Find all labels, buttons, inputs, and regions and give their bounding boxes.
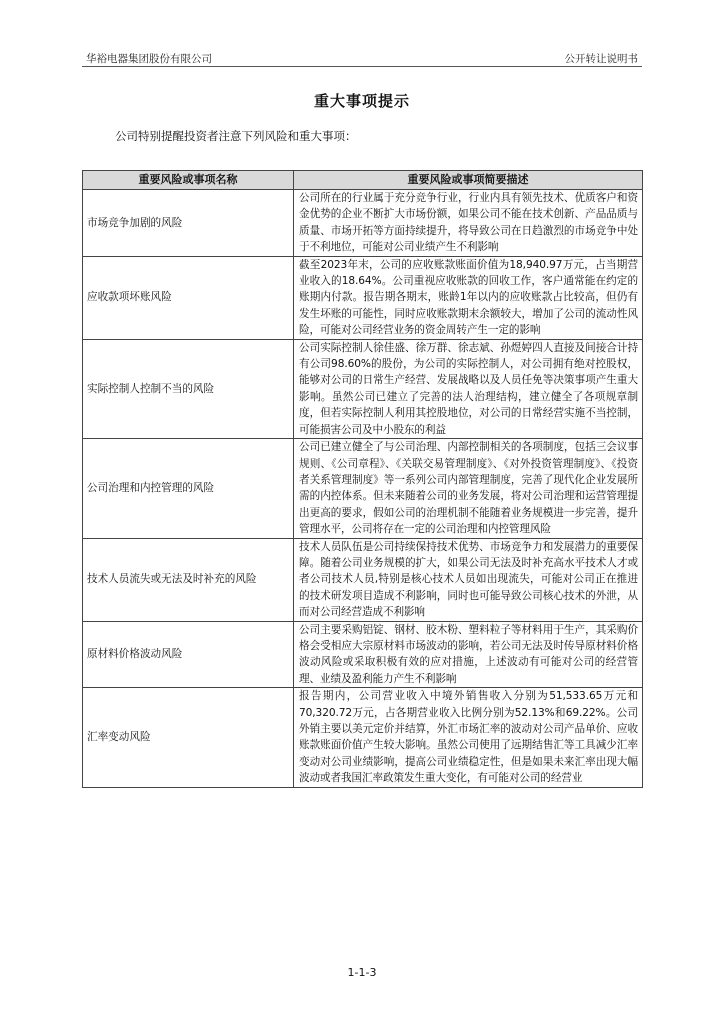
table-row (83, 538, 643, 621)
intro-text: 公司特别提醒投资者注意下列风险和重大事项： (115, 129, 357, 143)
table-row (83, 256, 643, 339)
page-header (82, 48, 642, 67)
risk-description: 截至2023年末，公司的应收账款账面价值为18,940.97万元，占当期营业收入的18.64%。公司重视应收账款的回收工作，客户通常能在约定的账期内付款。报告期各期末，账龄1年以内的应收账款占比较高，但仍有发生坏账的可能性，同时应收账款期末余额较大，增加了公司的流动性风险，可能对公司经营业务的资金周转产生一定的影响 (294, 256, 643, 339)
table-header-row (83, 171, 643, 190)
risk-name: 汇率变动风险 (83, 688, 294, 787)
risk-name: 实际控制人控制不当的风险 (83, 339, 294, 438)
risk-description: 报告期内，公司营业收入中境外销售收入分别为51,533.65万元和70,320.72万元，占各期营业收入比例分别为52.13%和69.22%。公司外销主要以美元定价并结算，外汇市场汇率的波动对公司产品单价、应收账款账面价值产生较大影响。虽然公司使用了远期结售汇等工具减少汇率变动对公司业绩影响，提高公司业绩稳定性，但是如果未来汇率出现大幅波动或者我国汇率政策发生重大变化，有可能对公司的经营业 (294, 688, 643, 787)
risk-description: 公司实际控制人徐佳盛、徐万群、徐志斌、孙煜婷四人直接及间接合计持有公司98.60%的股份，为公司的实际控制人，对公司拥有绝对控股权，能够对公司的日常生产经营、发展战略以及人员任免等决策事项产生重大影响。虽然公司已建立了完善的法人治理结构，建立健全了各项规章制度，但若实际控制人利用其控股地位，对公司的日常经营实施不当控制，可能损害公司及中小股东的利益 (294, 339, 643, 438)
page-title: 重大事项提示 (313, 92, 410, 110)
risk-description: 公司已建立健全了与公司治理、内部控制相关的各项制度，包括三会议事规则、《公司章程》、《关联交易管理制度》、《对外投资管理制度》、《投资者关系管理制度》等一系列公司内部管理制度，完善了现代化企业发展所需的内控体系。但未来随着公司的业务发展，将对公司治理和运营管理提出更高的要求，假如公司的治理机制不能随着业务规模进一步完善，提升管理水平，公司将存在一定的公司治理和内控管理风险 (294, 439, 643, 538)
column-header-description: 重要风险或事项简要描述 (294, 171, 643, 190)
table-row (83, 339, 643, 438)
table-row (83, 688, 643, 787)
table-row (83, 190, 643, 257)
risk-name: 应收款项坏账风险 (83, 256, 294, 339)
risk-table (82, 170, 643, 788)
risk-description: 技术人员队伍是公司持续保持技术优势、市场竞争力和发展潜力的重要保障。随着公司业务规模的扩大，如果公司无法及时补充高水平技术人才或者公司技术人员,特别是核心技术人员如出现流失，可能对公司正在推进的技术研发项目造成不利影响，同时也可能导致公司核心技术的外泄，从而对公司经营造成不利影响 (294, 538, 643, 621)
document-type: 公开转让说明书 (564, 53, 638, 65)
table-row (83, 621, 643, 688)
risk-name: 公司治理和内控管理的风险 (83, 439, 294, 538)
risk-name: 技术人员流失或无法及时补充的风险 (83, 538, 294, 621)
column-header-name: 重要风险或事项名称 (83, 171, 294, 190)
company-name: 华裕电器集团股份有限公司 (86, 53, 212, 65)
risk-description: 公司所在的行业属于充分竞争行业，行业内具有领先技术、优质客户和资金优势的企业不断扩大市场份额，如果公司不能在技术创新、产品品质与质量、市场开拓等方面持续提升，将导致公司在日趋激烈的市场竞争中处于不利地位，可能对公司业绩产生不利影响 (294, 190, 643, 257)
risk-name: 市场竞争加剧的风险 (83, 190, 294, 257)
table-row (83, 439, 643, 538)
page-number: 1-1-3 (347, 966, 377, 979)
risk-name: 原材料价格波动风险 (83, 621, 294, 688)
risk-description: 公司主要采购铝锭、钢材、胶木粉、塑料粒子等材料用于生产，其采购价格会受相应大宗原材料市场波动的影响，若公司无法及时传导原材料价格波动风险或采取积极有效的应对措施，上述波动有可能对公司的经营管理、业绩及盈利能力产生不利影响 (294, 621, 643, 688)
